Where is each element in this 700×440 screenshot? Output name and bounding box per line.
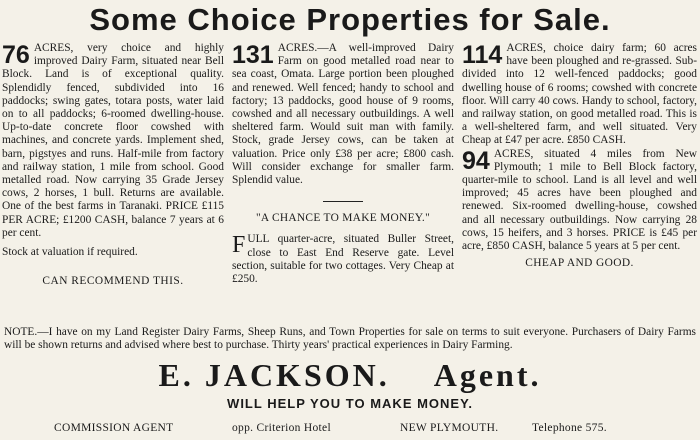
agent-name: E. JACKSON. — [158, 357, 390, 393]
tagline: WILL HELP YOU TO MAKE MONEY. — [227, 396, 473, 411]
stock-note: Stock at valuation if required. — [2, 246, 138, 259]
listing-column-3 — [462, 42, 697, 270]
agent-title: Agent. — [433, 357, 542, 393]
agent-banner — [0, 357, 700, 393]
listing-body: ACRES.—A well-improved Dairy Farm on good metalled road near to sea coast, Omata. Large portion been ploughed and renewed. Well fenced; handy to school and factory; 13 paddocks, good house of 9 rooms, cowshed and all necessary outbuildings. A well sheltered farm. Would suit man with family. Stock, grade Jersey cows, can be taken at valuation. Price only £38 per acre; £800 cash. Will consider exchange for smaller farm. Splendid value. — [232, 42, 454, 187]
listing-body: ULL quarter-acre, situated Buller Street, close to East End Reserve gate. Level section, suitable for two cottages. Very Cheap at £250. — [232, 233, 454, 286]
lot-number: 114 — [462, 41, 503, 69]
divider — [323, 201, 363, 202]
listing-body: ACRES, very choice and highly improved Dairy Farm, situated near Bell Block. Land is of exceptional quality. Splendidly fenced, subdivided into 16 paddocks; swing gates, totara posts, water laid on to all paddocks; 6-roomed dwelling-house. Up-to-date concrete floor cowshed with machines, and concrete yards. Implement shed, barn, pigstyes and runs. Half-mile from factory and railway station, 1 mile from school. Good metalled road. Now carrying 35 Grade Jersey cows, 2 horses, 1 bull. Returns are available. One of the best farms in Taranaki. PRICE £115 PER ACRE; £1200 CASH, balance 7 years at 6 per cent. — [2, 42, 224, 239]
drop-cap: F — [232, 232, 246, 259]
listing-column-2 — [232, 42, 454, 286]
listing-quarter-acre — [232, 233, 454, 286]
footer-phone: Telephone 575. — [532, 422, 607, 434]
footer-role: COMMISSION AGENT — [54, 422, 174, 434]
listing-body: ACRES, choice dairy farm; 60 acres have been ploughed and re-grassed. Sub-divided into 12 well-fenced paddocks; good dwelling house of 6 rooms; cowshed with concrete floor. Will carry 40 cows. Handy to school, factory, and railway station, on good metalled road. This is a well-sheltered farm, and well situated. Very Cheap at £47 per acre. £850 CASH. — [462, 42, 697, 147]
listing-body: ACRES, situated 4 miles from New Plymouth; 1 mile to Bell Block factory, quarter-mile to school. Land is all level and well improved; 45 acres have been ploughed and renewed. Six-roomed dwelling-house, cowshed and all necessary outbuildings. Now carrying 28 cows, 15 heifers, and 3 horses. PRICE is £45 per acre, £850 CASH, balance 5 years at 5 per cent. — [462, 147, 697, 253]
listing-column-1 — [2, 42, 224, 288]
recommend-note: CAN RECOMMEND THIS. — [42, 275, 184, 288]
register-note: NOTE.—I have on my Land Register Dairy Farms, Sheep Runs, and Town Properties for sale on terms to suit everyone. Purchasers of Dairy Farms will be shown returns and advised where best to purchase. Thirty years' practical experiences in Dairy Farming. — [4, 326, 696, 351]
lot-number: 94 — [462, 146, 490, 175]
listing-131-acres — [232, 42, 454, 187]
lot-number: 76 — [2, 41, 30, 69]
cheap-note: CHEAP AND GOOD. — [525, 257, 634, 270]
chance-heading: "A CHANCE TO MAKE MONEY." — [255, 212, 431, 225]
listing-94-acres — [462, 148, 697, 254]
lot-number: 131 — [232, 41, 274, 69]
listing-76-acres — [2, 42, 224, 240]
page-title: Some Choice Properties for Sale. — [89, 2, 611, 37]
footer-location: opp. Criterion Hotel — [232, 422, 331, 434]
footer-city: NEW PLYMOUTH. — [400, 422, 499, 434]
listing-114-acres — [462, 42, 697, 148]
